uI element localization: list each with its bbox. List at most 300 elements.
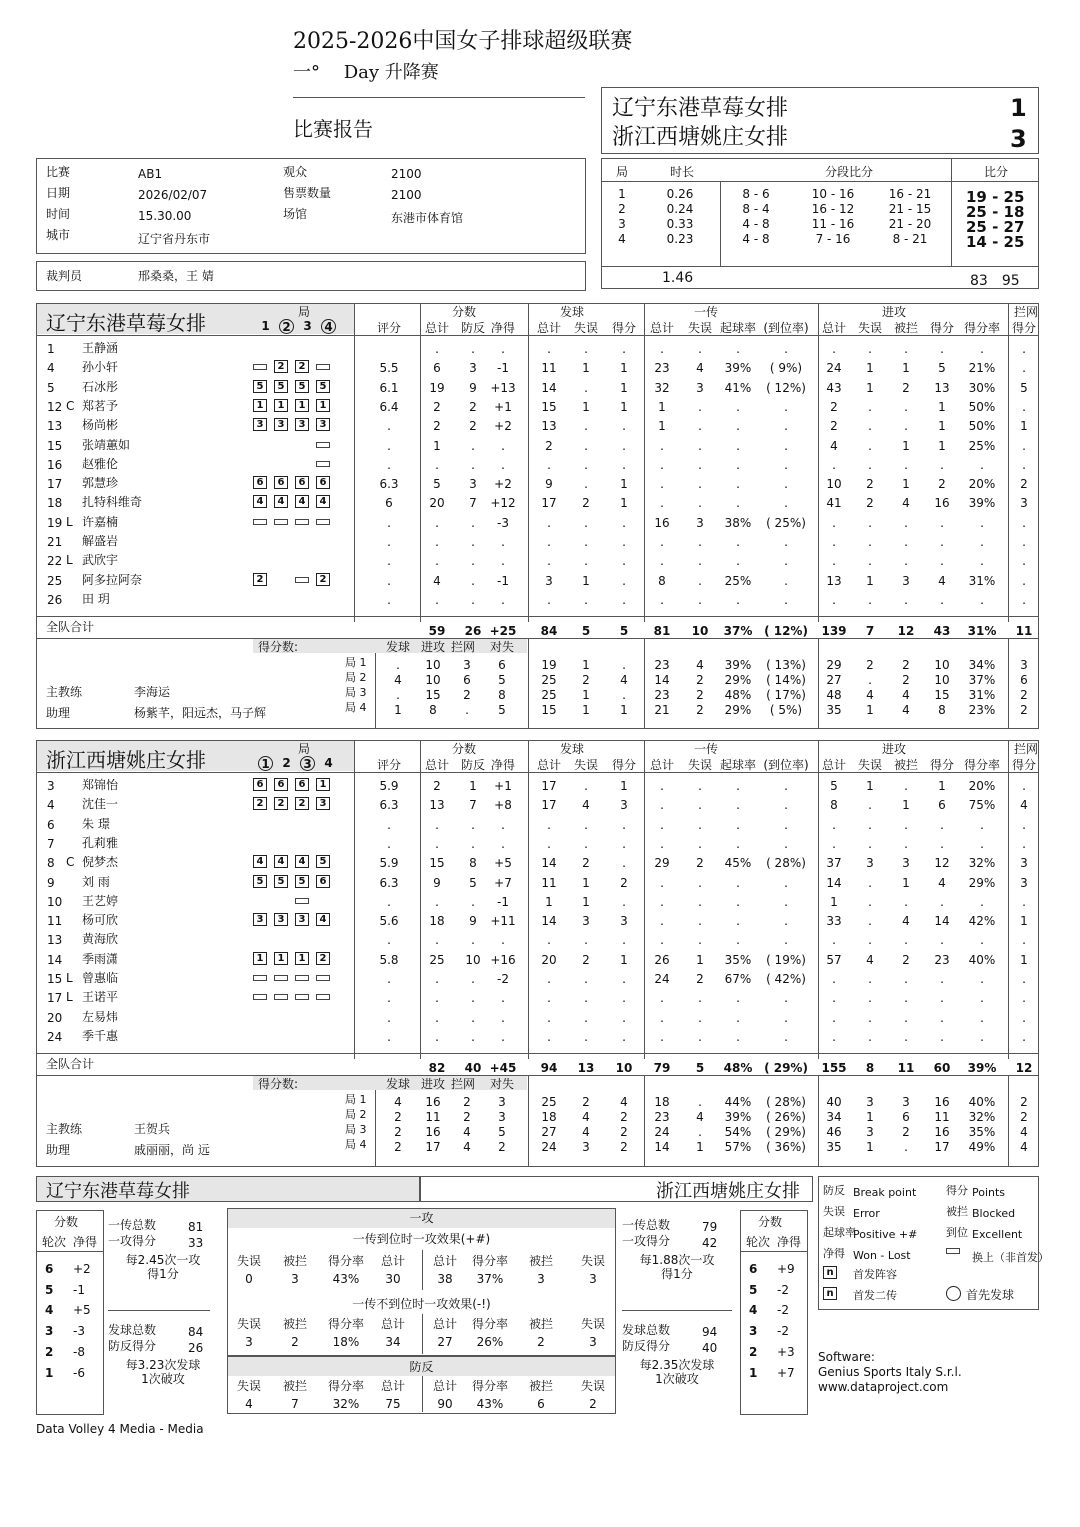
- rot-head: 轮次: [42, 1235, 67, 1249]
- rotation-position: 4: [295, 855, 309, 868]
- stat-cell: 3: [696, 515, 704, 530]
- set-row-label: 局 4: [345, 1138, 367, 1151]
- player-name: 季千惠: [82, 1028, 119, 1043]
- set-row-cell: 4: [620, 673, 628, 687]
- stat-cell: 1: [658, 419, 666, 434]
- stat-cell: 14: [541, 856, 557, 871]
- stat-cell: 5.5: [379, 361, 399, 376]
- referee-box: [36, 261, 586, 291]
- info-label: 城市: [46, 228, 71, 242]
- mid-head: 得分率: [471, 1317, 508, 1331]
- stat-cell: ( 9%): [769, 361, 803, 376]
- legend-square: n: [823, 1266, 837, 1279]
- player-number: 1: [47, 342, 55, 356]
- stat-cell: .: [387, 535, 391, 549]
- set-row-cell: 35%: [968, 1125, 996, 1139]
- col-block: 拦网: [1014, 742, 1039, 756]
- set-table-head: 时长: [670, 165, 695, 179]
- col-subhead: 失误: [573, 758, 598, 772]
- set-row-cell: 2: [1020, 1095, 1028, 1109]
- stat-cell: .: [832, 836, 836, 851]
- stat-cell: .: [1022, 438, 1026, 453]
- col-serve: 发球: [560, 305, 585, 319]
- stat-cell: +2: [494, 477, 512, 492]
- stat-cell: .: [1022, 554, 1026, 569]
- set-score: 14 - 25: [966, 233, 1025, 251]
- stat-cell: .: [387, 419, 391, 434]
- stat-cell: .: [736, 399, 740, 414]
- set-row-cell: 21: [654, 703, 670, 717]
- stat-cell: 1: [902, 361, 910, 376]
- set-row-cell: 49%: [968, 1140, 996, 1154]
- col-score: 分数: [452, 305, 477, 319]
- bottom-team-a: 辽宁东港草莓女排: [46, 1181, 190, 1202]
- stat-cell: .: [868, 798, 872, 813]
- stat-cell: 15: [429, 856, 445, 871]
- stat-cell: .: [435, 991, 439, 1006]
- rot-number: 4: [45, 1303, 54, 1318]
- set-row-label: 局 2: [345, 671, 367, 684]
- stat-cell: .: [736, 875, 740, 890]
- stat-cell: 7: [469, 496, 477, 511]
- legend-desc: 首发阵容: [853, 1268, 897, 1281]
- set-row-cell: 29%: [724, 703, 752, 717]
- stat-cell: .: [784, 535, 788, 549]
- set-cell: 1: [618, 187, 626, 201]
- rot-number: 1: [749, 1365, 758, 1380]
- set-cell: 11 - 16: [811, 217, 855, 231]
- stat-cell: 1: [1020, 419, 1028, 434]
- set-row-cell: 4: [696, 658, 704, 672]
- summary-note: 1次破攻: [655, 1372, 699, 1386]
- set-score: 25 - 18: [966, 203, 1025, 221]
- col-subhead: 被拦: [893, 758, 918, 772]
- stat-cell: .: [387, 573, 391, 588]
- set-row-cell: 25: [541, 673, 557, 687]
- total-cell: +45: [489, 1061, 517, 1075]
- stat-cell: .: [471, 972, 475, 986]
- software-line: www.dataproject.com: [818, 1380, 949, 1394]
- stat-cell: .: [547, 972, 551, 986]
- set-row-cell: 37%: [968, 673, 996, 687]
- stat-cell: .: [435, 972, 439, 986]
- stat-cell: .: [387, 836, 391, 851]
- stat-cell: 3: [866, 856, 874, 871]
- total-cell: 60: [933, 1061, 951, 1075]
- legend-key: 得分: [946, 1184, 968, 1197]
- divider: [37, 1075, 1039, 1076]
- stat-cell: .: [547, 342, 551, 356]
- stat-cell: -2: [497, 972, 509, 986]
- stat-cell: 4: [1020, 798, 1028, 813]
- stat-cell: .: [980, 554, 984, 569]
- mid-head: 被拦: [528, 1379, 553, 1393]
- stat-cell: .: [622, 438, 626, 453]
- stat-cell: .: [622, 342, 626, 356]
- stat-cell: .: [471, 342, 475, 356]
- set-row-cell: 1: [582, 688, 590, 702]
- set-row-cell: 15: [934, 688, 950, 702]
- stat-cell: 1: [696, 952, 704, 967]
- stat-cell: .: [698, 554, 702, 569]
- set-row-cell: 10: [425, 673, 441, 687]
- set-row-cell: .: [622, 688, 626, 702]
- summary-value: 33: [188, 1236, 204, 1250]
- player-number: 9: [47, 875, 55, 890]
- stat-cell: .: [435, 1029, 439, 1044]
- stat-cell: .: [940, 817, 944, 832]
- player-name: 杨尚彬: [82, 418, 119, 433]
- stat-cell: 2: [830, 419, 838, 434]
- stat-cell: ( 25%): [766, 515, 806, 530]
- stat-cell: .: [387, 972, 391, 986]
- stat-cell: .: [698, 817, 702, 832]
- stat-cell: .: [904, 592, 908, 607]
- stat-cell: ( 28%): [766, 856, 806, 871]
- stat-cell: .: [622, 1010, 626, 1025]
- divider: [108, 1310, 210, 1311]
- set-row-cell: 16: [425, 1095, 441, 1109]
- stat-cell: .: [904, 817, 908, 832]
- set-row-cell: .: [465, 703, 469, 717]
- stat-cell: 4: [433, 573, 441, 588]
- stat-cell: .: [736, 554, 740, 569]
- stat-cell: .: [784, 438, 788, 453]
- summary-note: 得1分: [661, 1267, 693, 1281]
- stat-cell: .: [584, 342, 588, 356]
- set-row-cell: 54%: [724, 1125, 752, 1139]
- total-cell: 8: [865, 1061, 875, 1075]
- stat-cell: 1: [866, 573, 874, 588]
- substitute-marker: [316, 975, 330, 981]
- stat-cell: .: [1022, 342, 1026, 356]
- stat-cell: .: [940, 1029, 944, 1044]
- stat-cell: .: [660, 779, 664, 793]
- stat-cell: .: [940, 972, 944, 986]
- rotation-position: 2: [316, 573, 330, 586]
- stat-cell: +1: [494, 399, 512, 414]
- set-row-cell: 6: [902, 1110, 910, 1124]
- stat-cell: 1: [938, 438, 946, 453]
- stat-cell: 6: [385, 496, 393, 511]
- stat-cell: .: [784, 1029, 788, 1044]
- stat-cell: 3: [1020, 496, 1028, 511]
- rot-head: 净得: [73, 1235, 98, 1249]
- summary-value: 79: [702, 1220, 718, 1234]
- set-row-cell: 24: [654, 1125, 670, 1139]
- total-cell: 12: [897, 624, 915, 638]
- info-label: 售票数量: [283, 186, 332, 200]
- rotation-position: 1: [316, 399, 330, 412]
- stat-cell: +1: [494, 779, 512, 793]
- rotation-position: 3: [253, 913, 267, 926]
- stat-cell: .: [904, 836, 908, 851]
- set-row-cell: 16: [425, 1125, 441, 1139]
- player-name: 田 玥: [82, 591, 110, 606]
- stat-cell: -1: [497, 573, 509, 588]
- stat-cell: 2: [433, 399, 441, 414]
- total-cell: 26: [464, 624, 482, 638]
- col-subhead: 评分: [376, 758, 401, 772]
- legend-desc: Blocked: [972, 1207, 1016, 1220]
- referee-label: 裁判员: [46, 269, 83, 283]
- mid-value: 90: [437, 1397, 453, 1411]
- stat-cell: 1: [545, 894, 553, 909]
- rotation-position: 6: [274, 476, 288, 489]
- stat-cell: .: [980, 817, 984, 832]
- rotation-position: 4: [295, 495, 309, 508]
- stat-cell: 1: [902, 438, 910, 453]
- stat-cell: .: [868, 592, 872, 607]
- player-number: 14: [47, 952, 63, 967]
- set-row-cell: 3: [1020, 658, 1028, 672]
- stat-cell: .: [660, 592, 664, 607]
- set-row-cell: 6: [463, 673, 471, 687]
- stat-cell: .: [1022, 573, 1026, 588]
- total-cell: 84: [540, 624, 558, 638]
- assistant-label: 助理: [46, 1143, 71, 1157]
- set-row-cell: 3: [866, 1095, 874, 1109]
- stat-cell: .: [435, 592, 439, 607]
- set-row-cell: 4: [394, 673, 402, 687]
- stat-cell: .: [660, 496, 664, 511]
- col-subhead: 失误: [857, 321, 882, 335]
- stat-cell: 29%: [968, 875, 996, 890]
- col-subhead: 总计: [424, 758, 449, 772]
- legend-desc: 首发二传: [853, 1289, 897, 1302]
- stat-cell: .: [784, 836, 788, 851]
- stat-cell: .: [736, 342, 740, 356]
- team-name: 辽宁东港草莓女排: [46, 311, 206, 335]
- referee-names: 邢桑桑，王 婧: [138, 269, 214, 283]
- stat-cell: .: [736, 535, 740, 549]
- rotation-position: 3: [253, 418, 267, 431]
- stat-cell: .: [832, 554, 836, 569]
- stat-cell: .: [387, 554, 391, 569]
- stat-cell: .: [784, 592, 788, 607]
- stat-cell: 25%: [968, 438, 996, 453]
- stat-cell: .: [1022, 991, 1026, 1006]
- stat-cell: .: [622, 535, 626, 549]
- stat-cell: .: [501, 457, 505, 472]
- stat-cell: .: [622, 991, 626, 1006]
- set-cell: 21 - 15: [888, 202, 932, 216]
- col-subhead: 失误: [687, 321, 712, 335]
- stat-cell: .: [660, 342, 664, 356]
- stat-cell: .: [584, 592, 588, 607]
- total-cell: 155: [821, 1061, 847, 1075]
- total-cell: 139: [821, 624, 847, 638]
- set-row-cell: 4: [394, 1095, 402, 1109]
- set-row-cell: .: [396, 688, 400, 702]
- set-row-cell: ( 13%): [766, 658, 806, 672]
- mid-head: 失误: [580, 1379, 605, 1393]
- substitute-marker: [253, 519, 267, 525]
- rotation-position: 6: [274, 778, 288, 791]
- mid-head: 被拦: [282, 1254, 307, 1268]
- player-number: 19: [47, 515, 63, 530]
- stat-cell: .: [784, 933, 788, 948]
- stat-cell: 20: [541, 952, 557, 967]
- stat-cell: .: [547, 933, 551, 948]
- rotation-position: 1: [295, 399, 309, 412]
- stat-cell: .: [698, 991, 702, 1006]
- stat-cell: .: [584, 457, 588, 472]
- set-row-cell: 1: [696, 1140, 704, 1154]
- stat-cell: .: [471, 438, 475, 453]
- col-subhead: 得分率: [963, 321, 1000, 335]
- rotation-position: 3: [274, 418, 288, 431]
- mid-head: 总计: [432, 1379, 457, 1393]
- stat-cell: .: [698, 477, 702, 492]
- set-cell: 0.33: [666, 217, 694, 231]
- stat-cell: .: [784, 457, 788, 472]
- stat-cell: .: [736, 798, 740, 813]
- set-cell: 7 - 16: [815, 232, 851, 246]
- stat-cell: 3: [620, 798, 628, 813]
- rotation-position: 2: [295, 360, 309, 373]
- stat-cell: .: [784, 496, 788, 511]
- set-row-cell: 10: [934, 673, 950, 687]
- stat-cell: .: [832, 592, 836, 607]
- stat-cell: .: [660, 798, 664, 813]
- stat-cell: 39%: [724, 361, 752, 376]
- rot-value: -2: [777, 1303, 789, 1318]
- set-row-cell: 2: [463, 1095, 471, 1109]
- stat-cell: .: [980, 592, 984, 607]
- rotation-position: 3: [316, 418, 330, 431]
- set-row-cell: .: [698, 1125, 702, 1139]
- set-row-cell: 4: [1020, 1125, 1028, 1139]
- stat-cell: .: [904, 515, 908, 530]
- set-row-cell: 5: [498, 1125, 506, 1139]
- stat-cell: 2: [902, 952, 910, 967]
- stat-cell: 5: [1020, 380, 1028, 395]
- set-row-cell: 2: [620, 1110, 628, 1124]
- stat-cell: .: [435, 535, 439, 549]
- stat-cell: 15: [541, 399, 557, 414]
- stat-cell: .: [435, 817, 439, 832]
- legend-desc: Points: [972, 1186, 1006, 1199]
- set-row-cell: 8: [938, 703, 946, 717]
- stat-cell: .: [622, 573, 626, 588]
- player-name: 王诺平: [82, 990, 119, 1005]
- col-subhead: 得分: [929, 321, 954, 335]
- pts-head: 拦网: [450, 640, 475, 654]
- total-cell: 48%: [723, 1061, 753, 1075]
- stat-cell: .: [435, 457, 439, 472]
- stat-cell: 17: [541, 779, 557, 793]
- set-row-cell: 23: [654, 688, 670, 702]
- player-name: 倪梦杰: [82, 855, 119, 870]
- stat-cell: .: [736, 592, 740, 607]
- rotation-position: 2: [274, 797, 288, 810]
- stat-cell: .: [584, 1010, 588, 1025]
- mid-value: 38: [437, 1272, 453, 1286]
- mid-head: 总计: [432, 1254, 457, 1268]
- col-subhead: 得分: [1011, 758, 1036, 772]
- stat-cell: .: [387, 1010, 391, 1025]
- stat-cell: .: [784, 914, 788, 929]
- stat-cell: 1: [938, 399, 946, 414]
- total-cell: 5: [619, 624, 629, 638]
- rotation-position: 3: [316, 797, 330, 810]
- summary-note: 得1分: [147, 1267, 179, 1281]
- legend-key: 失误: [823, 1205, 845, 1218]
- col-serve: 发球: [560, 742, 585, 756]
- stat-cell: 1: [902, 477, 910, 492]
- substitute-marker: [274, 519, 288, 525]
- stat-cell: 37: [826, 856, 842, 871]
- set-row-cell: 3: [866, 1125, 874, 1139]
- player-number: 4: [47, 798, 55, 813]
- rot-value: -8: [73, 1344, 85, 1359]
- stat-cell: 5: [469, 875, 477, 890]
- summary-value: 42: [702, 1236, 718, 1250]
- stat-cell: 2: [469, 419, 477, 434]
- stat-cell: .: [435, 933, 439, 948]
- col-subhead: 得分: [1011, 321, 1036, 335]
- stat-cell: .: [1022, 457, 1026, 472]
- substitute-marker: [295, 577, 309, 583]
- set-row-cell: 4: [463, 1125, 471, 1139]
- pts-head: 发球: [385, 1077, 410, 1091]
- mid-head: 总计: [380, 1379, 405, 1393]
- stat-cell: 39%: [968, 496, 996, 511]
- pts-head: 对失: [489, 1077, 514, 1091]
- stat-cell: .: [698, 798, 702, 813]
- stat-cell: 1: [582, 894, 590, 909]
- rotation-position: 3: [295, 418, 309, 431]
- stat-cell: .: [698, 419, 702, 434]
- set-row-cell: 14: [654, 673, 670, 687]
- summary-label: 一攻得分: [622, 1234, 671, 1248]
- stat-cell: .: [471, 1029, 475, 1044]
- mid-value: 3: [589, 1272, 597, 1286]
- stat-cell: .: [698, 933, 702, 948]
- stat-cell: 2: [582, 856, 590, 871]
- set-table-head: 局: [615, 165, 628, 179]
- stat-cell: 41%: [724, 380, 752, 395]
- stat-cell: .: [832, 972, 836, 986]
- set-row-cell: 4: [902, 688, 910, 702]
- stat-cell: 4: [902, 496, 910, 511]
- player-name: 石冰彤: [82, 379, 119, 394]
- stat-cell: .: [784, 817, 788, 832]
- set-row-cell: 2: [696, 673, 704, 687]
- set-row-cell: 1: [620, 703, 628, 717]
- set-score: 19 - 25: [966, 188, 1025, 206]
- rotation-position: 5: [274, 380, 288, 393]
- set-row-cell: 23: [654, 658, 670, 672]
- player-name: 沈佳一: [82, 797, 119, 812]
- substitute-marker: [253, 975, 267, 981]
- stat-cell: .: [784, 875, 788, 890]
- rotation-position: 1: [274, 952, 288, 965]
- substitute-legend-marker: [946, 1248, 960, 1254]
- stat-cell: .: [904, 1010, 908, 1025]
- stat-cell: .: [784, 779, 788, 793]
- set-row-cell: 25: [541, 688, 557, 702]
- player-number: 13: [47, 933, 63, 948]
- player-name: 王艺婷: [82, 893, 119, 908]
- stat-cell: .: [501, 1029, 505, 1044]
- player-number: 11: [47, 914, 63, 929]
- stat-cell: .: [698, 535, 702, 549]
- player-number: 16: [47, 457, 63, 472]
- col-subhead: 失误: [573, 321, 598, 335]
- rot-number: 3: [749, 1324, 758, 1339]
